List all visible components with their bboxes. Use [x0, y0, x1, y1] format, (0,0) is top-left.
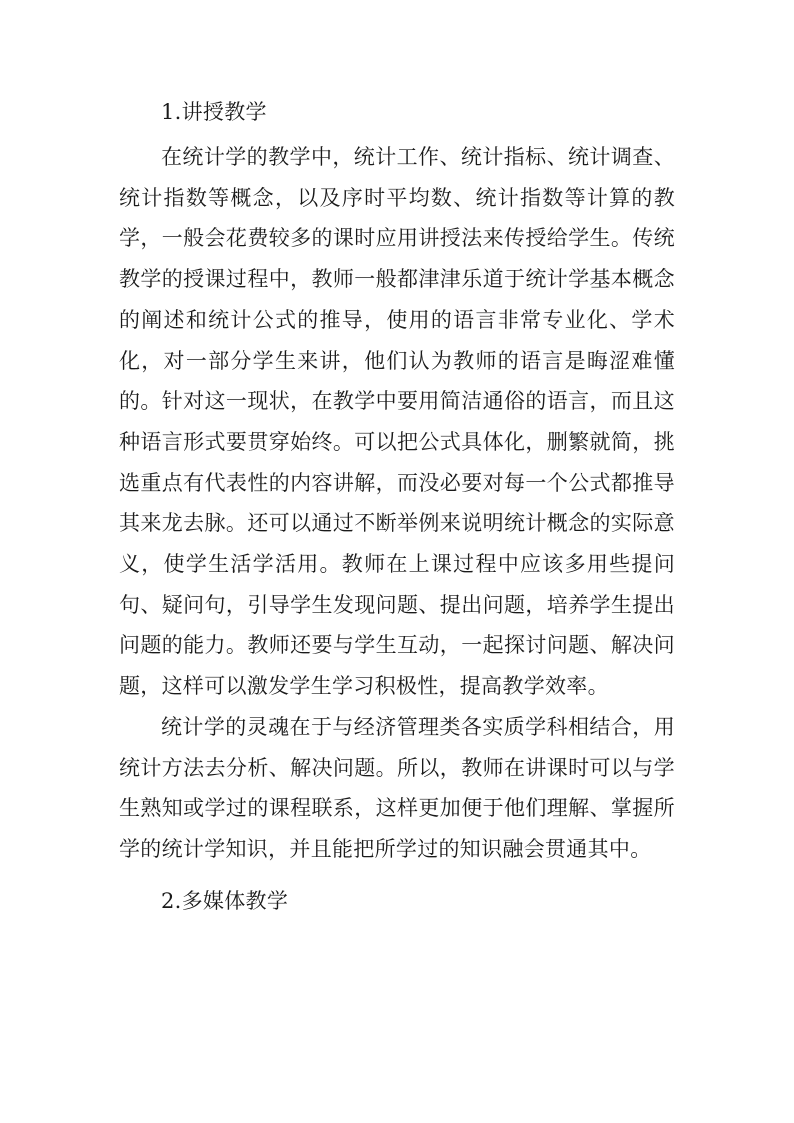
section-heading-2: 2.多媒体教学: [161, 888, 289, 913]
document-body: [119, 87, 675, 926]
paragraph-statistics-soul: 统计学的灵魂在于与经济管理类各实质学科相结合，用统计方法去分析、解决问题。所以，教师在讲课时可以与学生熟知或学过的课程联系，这样更加便于他们理解、掌握所学的统计学知识，并且能把所学过的知识融会贯通其中。: [119, 714, 675, 861]
section-heading-1: 1.讲授教学: [161, 100, 267, 124]
paragraph-lecture-teaching: 在统计学的教学中，统计工作、统计指标、统计调查、统计指数等概念，以及序时平均数、统计指数等计算的教学，一般会花费较多的课时应用讲授法来传授给学生。传统教学的授课过程中，教师一般都津津乐道于统计学基本概念的阐述和统计公式的推导，使用的语言非常专业化、学术化，对一部分学生来讲，他们认为教师的语言是晦涩难懂的。针对这一现状，在教学中要用简洁通俗的语言，而且这种语言形式要贯穿始终。可以把公式具体化，删繁就简，挑选重点有代表性的内容讲解，而没必要对每一个公式都推导其来龙去脉。还可以通过不断举例来说明统计概念的实际意义，使学生活学活用。教师在上课过程中应该多用些提问句、疑问句，引导学生发现问题、提出问题，培养学生提出问题的能力。教师还要与学生互动，一起探讨问题、解决问题，这样可以激发学生学习积极性，提高教学效率。: [119, 145, 675, 699]
